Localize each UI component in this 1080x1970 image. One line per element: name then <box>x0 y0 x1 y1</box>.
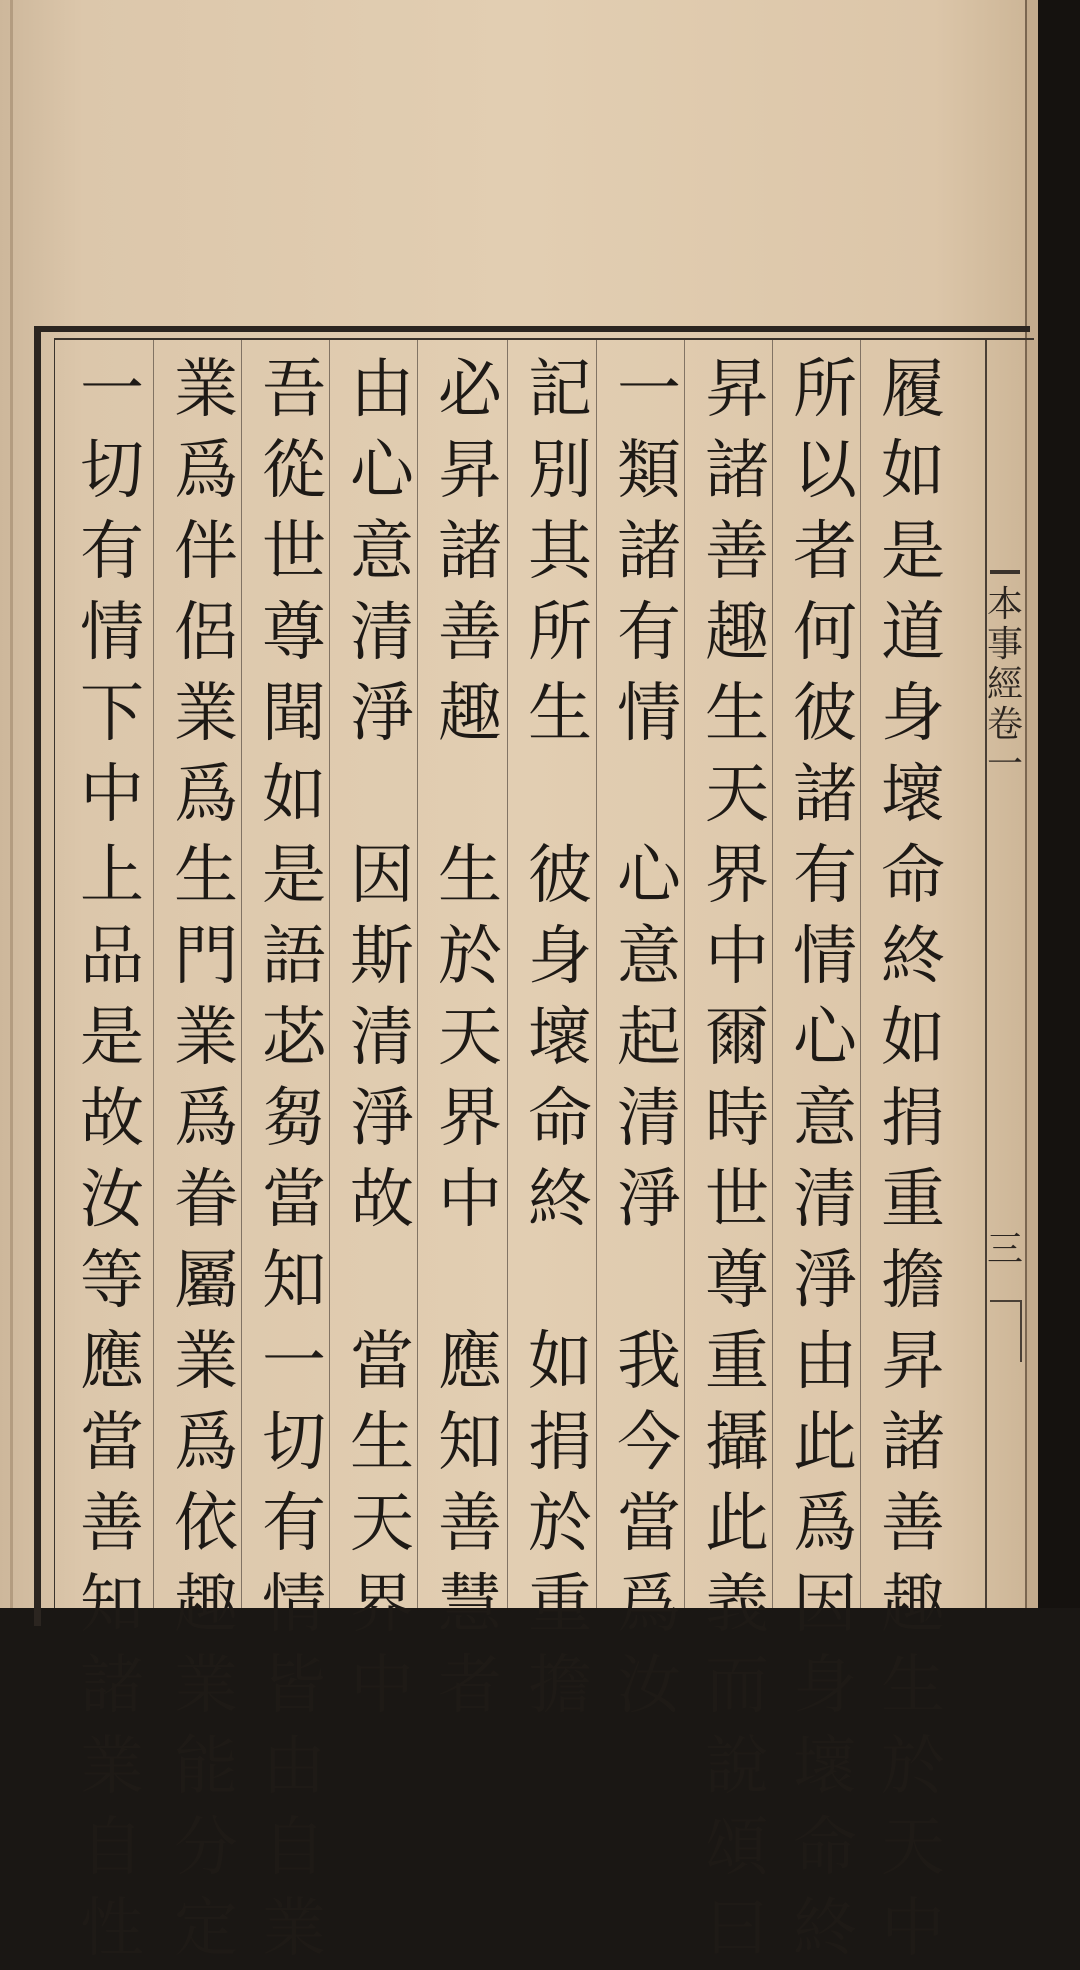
glyph: 諸 <box>80 1649 144 1723</box>
glyph: 此 <box>793 1406 857 1480</box>
glyph: 壞 <box>528 1001 592 1075</box>
glyph: 從 <box>262 434 326 508</box>
glyph: 於 <box>881 1730 945 1804</box>
glyph: 苾 <box>262 1001 326 1075</box>
glyph: 當 <box>350 1325 414 1399</box>
glyph: 皆 <box>262 1649 326 1723</box>
glyph: 身 <box>793 1649 857 1723</box>
glyph: 而 <box>705 1649 769 1723</box>
glyph: 生 <box>881 1649 945 1723</box>
glyph: 諸 <box>617 515 681 589</box>
glyph: 生 <box>528 677 592 751</box>
glyph: 曰 <box>705 1892 769 1966</box>
glyph: 生 <box>350 1406 414 1480</box>
glyph: 本 <box>986 584 1023 625</box>
glyph: 斯 <box>350 920 414 994</box>
glyph: 義 <box>705 1568 769 1642</box>
glyph: 爲 <box>174 434 238 508</box>
text-column-8 <box>254 350 334 1970</box>
glyph: 中 <box>881 1892 945 1966</box>
glyph: 有 <box>262 1487 326 1561</box>
glyph: 是 <box>881 515 945 589</box>
glyph: 當 <box>262 1163 326 1237</box>
glyph: 自 <box>80 1811 144 1885</box>
glyph: 終 <box>881 920 945 994</box>
glyph: 門 <box>174 920 238 994</box>
glyph: 如 <box>881 1001 945 1075</box>
glyph: 終 <box>528 1163 592 1237</box>
glyph: 當 <box>80 1406 144 1480</box>
glyph: 事 <box>986 624 1023 665</box>
glyph: 切 <box>262 1406 326 1480</box>
glyph: 等 <box>80 1244 144 1318</box>
glyph: 道 <box>881 596 945 670</box>
glyph: 爲 <box>174 1082 238 1156</box>
glyph: 知 <box>262 1244 326 1318</box>
glyph: 天 <box>350 1487 414 1561</box>
glyph: 彼 <box>793 677 857 751</box>
glyph: 知 <box>80 1568 144 1642</box>
glyph: 爲 <box>174 758 238 832</box>
glyph: 善 <box>80 1487 144 1561</box>
glyph: 情 <box>793 920 857 994</box>
glyph: 天 <box>438 1001 502 1075</box>
glyph: 品 <box>80 920 144 994</box>
glyph: 卷 <box>986 704 1023 745</box>
glyph: 有 <box>80 515 144 589</box>
glyph: 昇 <box>705 353 769 427</box>
glyph: 我 <box>617 1325 681 1399</box>
glyph: 擔 <box>881 1244 945 1318</box>
glyph: 業 <box>174 353 238 427</box>
glyph: 生 <box>438 839 502 913</box>
glyph: 一 <box>262 1325 326 1399</box>
glyph: 經 <box>986 664 1023 705</box>
glyph: 清 <box>793 1163 857 1237</box>
glyph: 重 <box>528 1568 592 1642</box>
glyph: 所 <box>793 353 857 427</box>
glyph: 因 <box>793 1568 857 1642</box>
column-rule <box>153 340 154 1608</box>
glyph: 昇 <box>438 434 502 508</box>
glyph: 趣 <box>174 1568 238 1642</box>
glyph: 命 <box>528 1082 592 1156</box>
glyph: 心 <box>617 839 681 913</box>
glyph: 業 <box>174 1649 238 1723</box>
glyph: 界 <box>350 1568 414 1642</box>
glyph: 於 <box>438 920 502 994</box>
glyph: 捐 <box>528 1406 592 1480</box>
glyph: 趣 <box>438 677 502 751</box>
glyph: 起 <box>617 1001 681 1075</box>
glyph: 生 <box>174 839 238 913</box>
page-fold-line <box>10 0 13 1608</box>
glyph: 如 <box>881 434 945 508</box>
glyph: 重 <box>705 1325 769 1399</box>
glyph: 爾 <box>705 1001 769 1075</box>
glyph: 業 <box>174 1325 238 1399</box>
text-column-7 <box>342 350 422 1727</box>
glyph: 必 <box>438 353 502 427</box>
glyph: 諸 <box>881 1406 945 1480</box>
text-column-1 <box>873 350 953 1970</box>
glyph: 尊 <box>262 596 326 670</box>
glyph: 意 <box>350 515 414 589</box>
glyph: 中 <box>438 1163 502 1237</box>
glyph: 語 <box>262 920 326 994</box>
glyph: 命 <box>793 1811 857 1885</box>
glyph: 意 <box>617 920 681 994</box>
glyph: 善 <box>705 515 769 589</box>
glyph: 淨 <box>350 1082 414 1156</box>
glyph: 如 <box>262 758 326 832</box>
glyph: 業 <box>174 1001 238 1075</box>
glyph: 慧 <box>438 1568 502 1642</box>
glyph: 何 <box>793 596 857 670</box>
glyph: 別 <box>528 434 592 508</box>
glyph: 由 <box>350 353 414 427</box>
text-column-6 <box>430 350 510 1727</box>
glyph: 是 <box>80 1001 144 1075</box>
text-column-2 <box>785 350 865 1970</box>
glyph: 如 <box>528 1325 592 1399</box>
glyph: 天 <box>705 758 769 832</box>
glyph: 業 <box>174 677 238 751</box>
glyph: 擔 <box>528 1649 592 1723</box>
text-column-9 <box>166 350 246 1970</box>
glyph: 知 <box>438 1406 502 1480</box>
glyph: 屬 <box>174 1244 238 1318</box>
glyph: 因 <box>350 839 414 913</box>
glyph: 捐 <box>881 1082 945 1156</box>
glyph: 善 <box>881 1487 945 1561</box>
glyph: 清 <box>350 596 414 670</box>
glyph: 應 <box>438 1325 502 1399</box>
glyph: 依 <box>174 1487 238 1561</box>
glyph: 世 <box>705 1163 769 1237</box>
glyph: 是 <box>262 839 326 913</box>
glyph: 趣 <box>705 596 769 670</box>
glyph: 善 <box>438 596 502 670</box>
glyph: 身 <box>528 920 592 994</box>
glyph: 壞 <box>793 1730 857 1804</box>
glyph: 者 <box>438 1649 502 1723</box>
glyph: 爲 <box>617 1568 681 1642</box>
glyph: 昇 <box>881 1325 945 1399</box>
text-column-10 <box>72 350 152 1970</box>
glyph: 重 <box>881 1163 945 1237</box>
glyph: 淨 <box>617 1163 681 1237</box>
glyph: 由 <box>262 1730 326 1804</box>
glyph: 記 <box>528 353 592 427</box>
glyph: 諸 <box>793 758 857 832</box>
text-column-5 <box>520 350 600 1727</box>
glyph: 淨 <box>793 1244 857 1318</box>
glyph: 聞 <box>262 677 326 751</box>
glyph: 能 <box>174 1730 238 1804</box>
glyph: 類 <box>617 434 681 508</box>
glyph: 清 <box>617 1082 681 1156</box>
glyph: 有 <box>617 596 681 670</box>
glyph: 時 <box>705 1082 769 1156</box>
center-fold-strip <box>985 340 1027 1608</box>
glyph: 諸 <box>438 515 502 589</box>
glyph: 業 <box>262 1892 326 1966</box>
glyph: 業 <box>80 1730 144 1804</box>
glyph: 爲 <box>174 1406 238 1480</box>
glyph: 應 <box>80 1325 144 1399</box>
glyph: 定 <box>174 1892 238 1966</box>
glyph: 芻 <box>262 1082 326 1156</box>
glyph: 一 <box>617 353 681 427</box>
frame-top-line <box>54 338 1034 340</box>
glyph: 由 <box>793 1325 857 1399</box>
text-column-4 <box>609 350 689 1727</box>
glyph: 切 <box>80 434 144 508</box>
center-title <box>985 585 1025 785</box>
glyph: 淨 <box>350 677 414 751</box>
glyph: 善 <box>438 1487 502 1561</box>
glyph: 有 <box>793 839 857 913</box>
glyph: 汝 <box>617 1649 681 1723</box>
glyph: 情 <box>617 677 681 751</box>
glyph: 分 <box>174 1811 238 1885</box>
glyph: 眷 <box>174 1163 238 1237</box>
glyph: 所 <box>528 596 592 670</box>
glyph: 情 <box>262 1568 326 1642</box>
glyph: 一 <box>80 353 144 427</box>
glyph: 心 <box>793 1001 857 1075</box>
glyph: 彼 <box>528 839 592 913</box>
glyph: 故 <box>80 1082 144 1156</box>
glyph: 侶 <box>174 596 238 670</box>
page-number-box <box>990 1300 1022 1362</box>
glyph: 今 <box>617 1406 681 1480</box>
glyph: 諸 <box>705 434 769 508</box>
glyph: 趣 <box>881 1568 945 1642</box>
glyph: 命 <box>881 839 945 913</box>
glyph: 當 <box>617 1487 681 1561</box>
text-column-3 <box>697 350 777 1970</box>
glyph: 中 <box>80 758 144 832</box>
glyph: 故 <box>350 1163 414 1237</box>
glyph: 心 <box>350 434 414 508</box>
glyph: 界 <box>438 1082 502 1156</box>
glyph: 自 <box>262 1811 326 1885</box>
glyph: 尊 <box>705 1244 769 1318</box>
glyph: 意 <box>793 1082 857 1156</box>
background-strip <box>1038 0 1080 1608</box>
frame-inner-line <box>54 338 55 1608</box>
glyph: 說 <box>705 1730 769 1804</box>
glyph: 世 <box>262 515 326 589</box>
glyph: 吾 <box>262 353 326 427</box>
glyph: 天 <box>881 1811 945 1885</box>
glyph: 攝 <box>705 1406 769 1480</box>
glyph: 此 <box>705 1487 769 1561</box>
glyph: 上 <box>80 839 144 913</box>
glyph: 壞 <box>881 758 945 832</box>
glyph: 中 <box>705 920 769 994</box>
glyph: 伴 <box>174 515 238 589</box>
fish-tail-mark <box>990 570 1020 574</box>
glyph: 汝 <box>80 1163 144 1237</box>
glyph: 終 <box>793 1892 857 1966</box>
page-number <box>985 1229 1025 1270</box>
glyph: 其 <box>528 515 592 589</box>
glyph: 於 <box>528 1487 592 1561</box>
glyph: 下 <box>80 677 144 751</box>
glyph: 情 <box>80 596 144 670</box>
glyph: 一 <box>986 744 1023 785</box>
glyph: 以 <box>793 434 857 508</box>
glyph: 爲 <box>793 1487 857 1561</box>
glyph: 中 <box>350 1649 414 1723</box>
glyph: 性 <box>80 1892 144 1966</box>
glyph: 者 <box>793 515 857 589</box>
glyph: 三 <box>986 1229 1023 1270</box>
glyph: 履 <box>881 353 945 427</box>
glyph: 頌 <box>705 1811 769 1885</box>
glyph: 清 <box>350 1001 414 1075</box>
glyph: 身 <box>881 677 945 751</box>
glyph: 生 <box>705 677 769 751</box>
glyph: 界 <box>705 839 769 913</box>
